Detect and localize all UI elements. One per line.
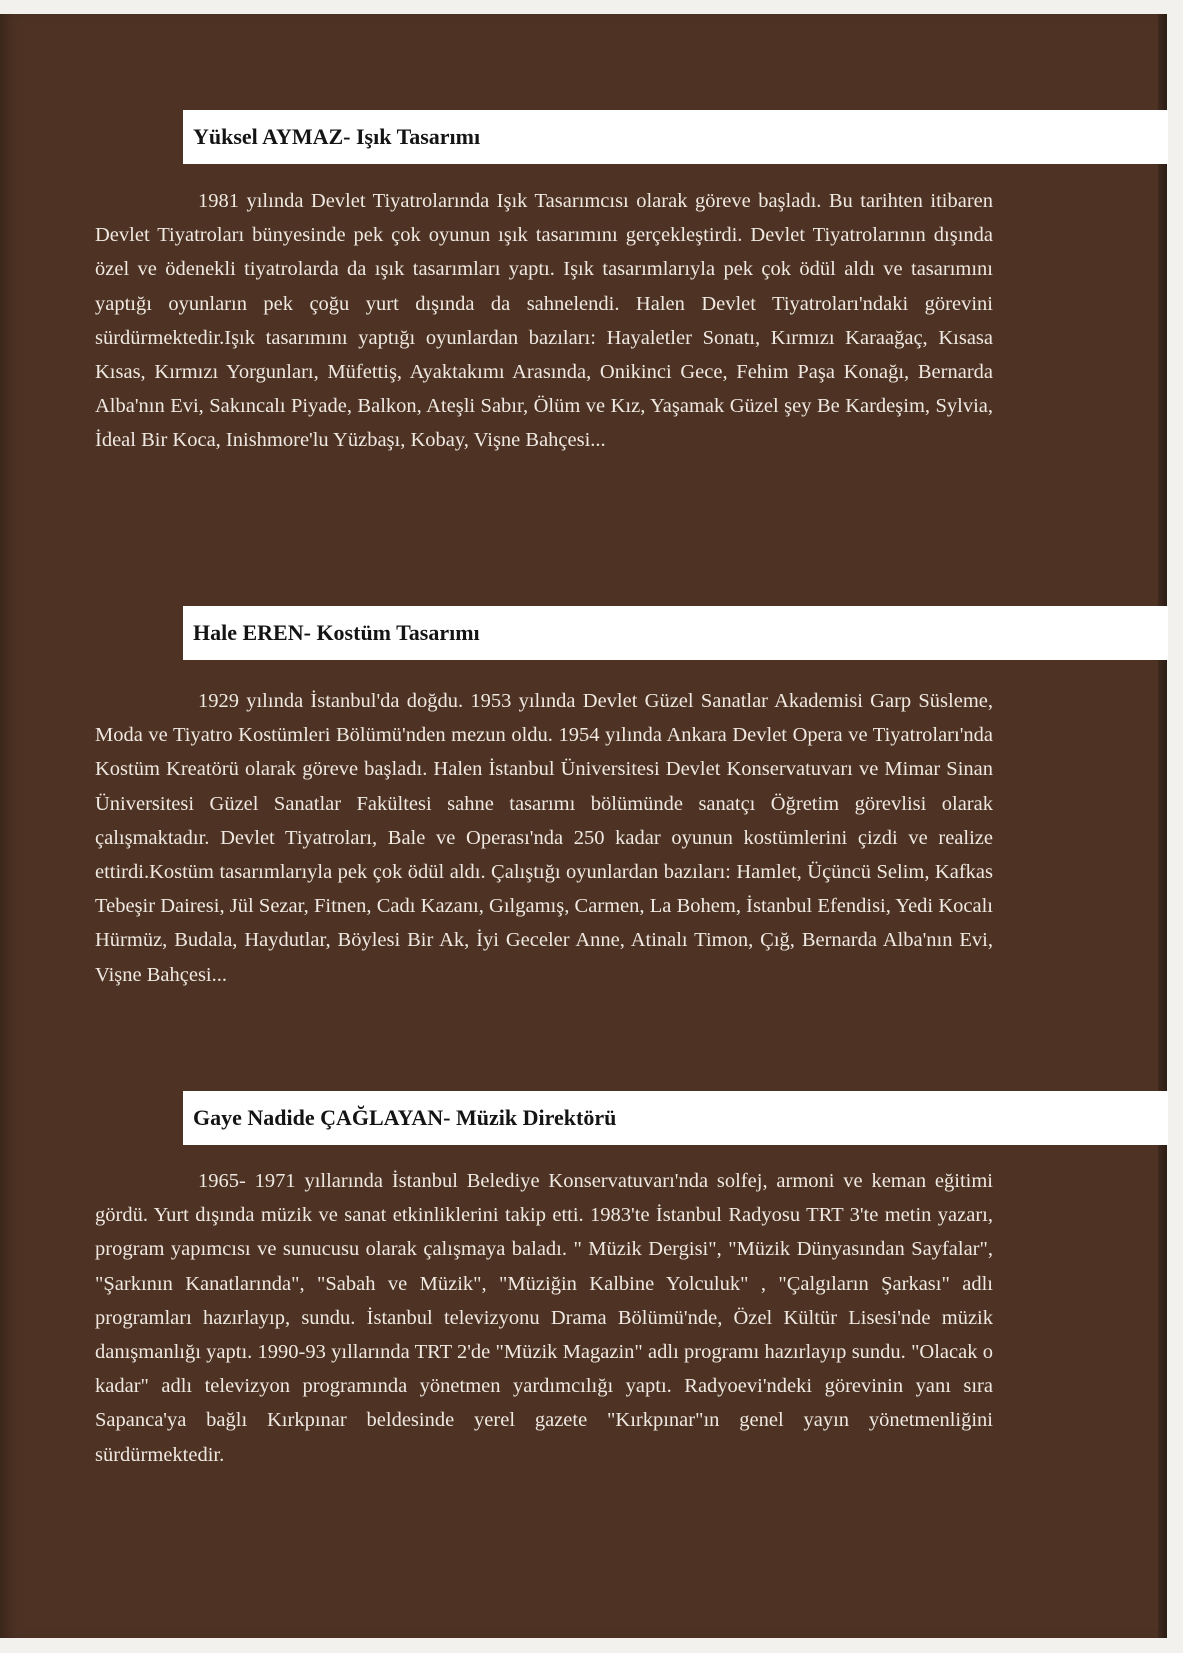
section-body: 1965- 1971 yıllarında İstanbul Belediye Konservatuvarı'nda solfej, armoni ve keman eğitimi gördü. Yurt dışında müzik ve sanat etkinliklerini takip etti. 1983'te İstanbul Radyosu TRT 3'te metin yazarı, program yapımcısı ve sunucusu olarak çalışmaya baladı. " Müzik Dergisi", "Müzik Dünyasından Sayfalar", "Şarkının Kanatlarında", "Sabah ve Müzik", "Müziğin Kalbine Yolculuk" , "Çalgıların Şarkası" adlı programları hazırlayıp, sundu. İstanbul televizyonu Drama Bölümü'nde, Özel Kültür Lisesi'nde müzik danışmanlığı yaptı. 1990-93 yıllarında TRT 2'de "Müzik Magazin" adlı programı hazırlayıp sundu. "Olacak o kadar" adlı televizyon programında yönetmen yardımcılığı yaptı. Radyoevi'ndeki görevinin yanı sıra Sapanca'ya bağlı Kırkpınar beldesinde yerel gazete "Kırkpınar"ın genel yayın yönetmenliğini sürdürmektedir. <box>95 1170 993 1466</box>
section-title: Hale EREN- Kostüm Tasarımı <box>193 620 480 645</box>
section-title: Gaye Nadide ÇAĞLAYAN- Müzik Direktörü <box>193 1105 617 1130</box>
section-title: Yüksel AYMAZ- Işık Tasarımı <box>193 124 481 149</box>
section-body: 1929 yılında İstanbul'da doğdu. 1953 yılında Devlet Güzel Sanatlar Akademisi Garp Süsleme, Moda ve Tiyatro Kostümleri Bölümü'nden mezun oldu. 1954 yılında Ankara Devlet Opera ve Tiyatroları'nda Kostüm Kreatörü olarak göreve başladı. Halen İstanbul Üniversitesi Devlet Konservatuvarı ve Mimar Sinan Üniversitesi Güzel Sanatlar Fakültesi sahne tasarımı bölümünde sanatçı Öğretim görevlisi olarak çalışmaktadır. Devlet Tiyatroları, Bale ve Operası'nda 250 kadar oyunun kostümlerini çizdi ve realize ettirdi.Kostüm tasarımlarıyla pek çok ödül aldı. Çalıştığı oyunlardan bazıları: Hamlet, Üçüncü Selim, Kafkas Tebeşir Dairesi, Jül Sezar, Fitnen, Cadı Kazanı, Gılgamış, Carmen, La Bohem, İstanbul Efendisi, Yedi Kocalı Hürmüz, Budala, Haydutlar, Böylesi Bir Ak, İyi Geceler Anne, Atinalı Timon, Çığ, Bernarda Alba'nın Evi, Vişne Bahçesi... <box>95 690 993 986</box>
section-header-kostum-tasarimi <box>183 606 1168 660</box>
section-body: 1981 yılında Devlet Tiyatrolarında Işık Tasarımcısı olarak göreve başladı. Bu tarihten itibaren Devlet Tiyatroları bünyesinde pek çok oyunun ışık tasarımını gerçekleştirdi. Devlet Tiyatrolarının dışında özel ve ödenekli tiyatrolarda da ışık tasarımları yaptı. Işık tasarımlarıyla pek çok ödül aldı ve tasarımını yaptığı oyunların pek çoğu yurt dışında da sahnelendi. Halen Devlet Tiyatroları'ndaki görevini sürdürmektedir.Işık tasarımını yaptığı oyunlardan bazıları: Hayaletler Sonatı, Kırmızı Karaağaç, Kısasa Kısas, Kırmızı Yorgunları, Müfettiş, Ayaktakımı Arasında, Onikinci Gece, Fehim Paşa Konağı, Bernarda Alba'nın Evi, Sakıncalı Piyade, Balkon, Ateşli Sabır, Ölüm ve Kız, Yaşamak Güzel şey Be Kardeşim, Sylvia, İdeal Bir Koca, Inishmore'lu Yüzbaşı, Kobay, Vişne Bahçesi... <box>95 190 993 452</box>
section-header-isik-tasarimi <box>183 110 1168 164</box>
page-edge <box>1158 14 1167 1638</box>
section-header-muzik-direktoru <box>183 1091 1168 1145</box>
